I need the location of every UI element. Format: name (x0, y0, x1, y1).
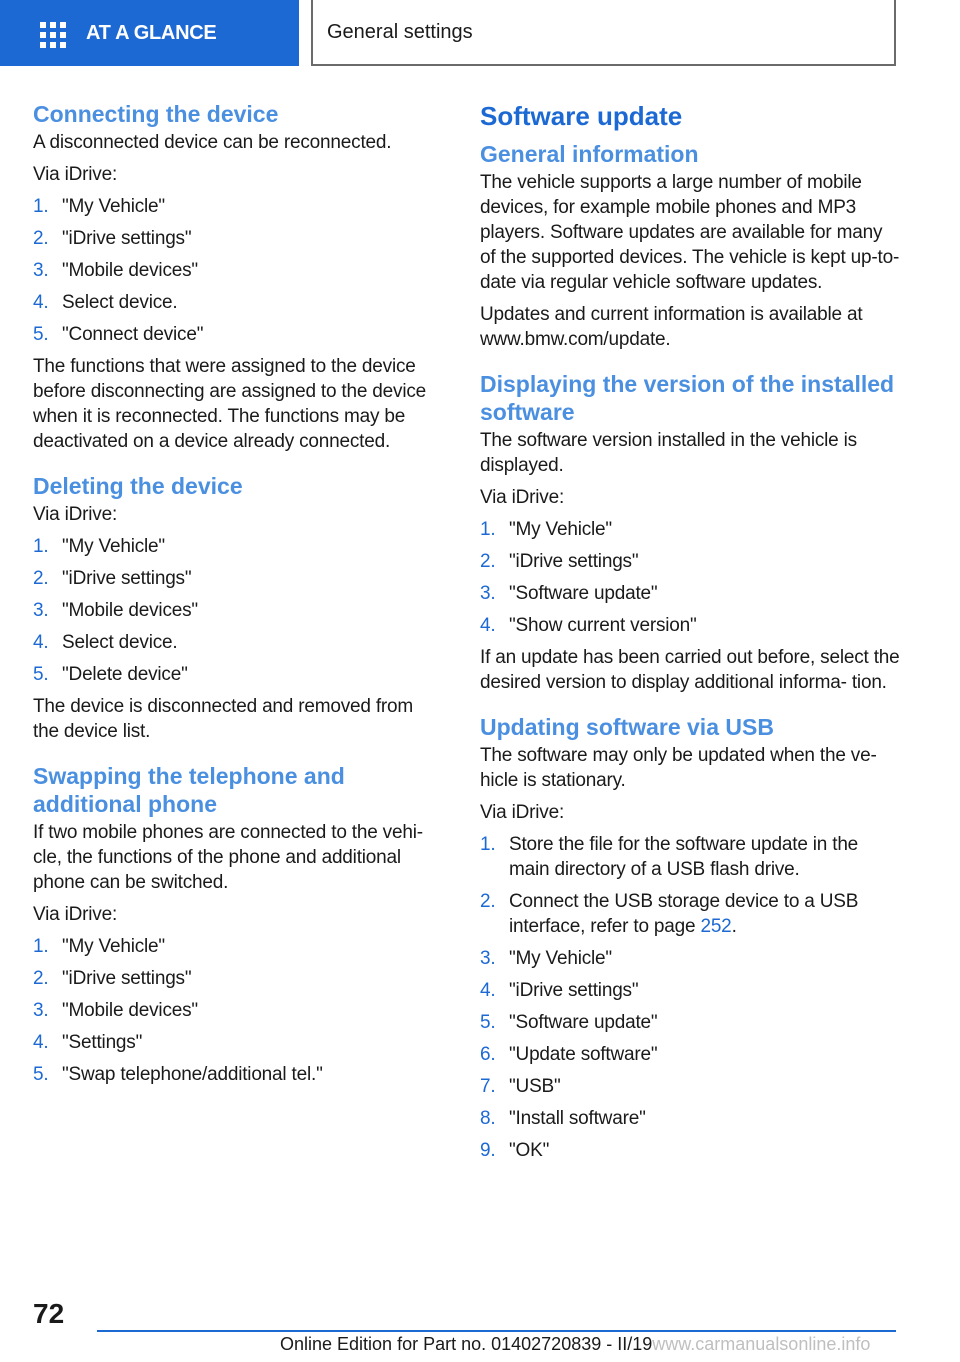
list-item (33, 998, 443, 1023)
list-item (33, 194, 443, 219)
list-item (33, 598, 443, 623)
step-number: 5. (480, 1012, 496, 1033)
paragraph: The software may only be updated when the ve‐ hicle is stationary. (480, 745, 877, 791)
step-text: "Connect device" (62, 324, 204, 345)
steps-list (480, 517, 900, 638)
step-text: "Software update" (509, 1012, 658, 1033)
step-text: "My Vehicle" (62, 196, 165, 217)
list-item (480, 832, 900, 882)
list-item (33, 1062, 443, 1087)
page-number: 72 (33, 1298, 65, 1329)
section-label: General settings (327, 20, 473, 43)
step-number: 4. (480, 980, 496, 1001)
via-idrive-label: Via iDrive: (480, 802, 565, 823)
list-item (33, 226, 443, 251)
paragraph: The functions that were assigned to the device before disconnecting are assigned to the device when it is reconnected. The functions may be deactivated on a device already connected. (33, 356, 427, 452)
step-text: "Mobile devices" (62, 600, 198, 621)
section-displaying-version (480, 370, 900, 695)
list-item (480, 946, 900, 971)
heading-software-update: Software update (480, 101, 683, 131)
section-updating-via-usb (480, 713, 900, 1163)
list-item (33, 934, 443, 959)
list-item (480, 1010, 900, 1035)
list-item (33, 258, 443, 283)
step-text: "iDrive settings" (509, 551, 639, 572)
paragraph: If two mobile phones are connected to the vehi‐ cle, the functions of the phone and additional phone can be switched. (33, 822, 423, 893)
list-item (33, 322, 443, 347)
paragraph: A disconnected device can be reconnected. (33, 132, 392, 153)
step-text: "Delete device" (62, 664, 188, 685)
step-text-end: . (731, 916, 737, 937)
list-item (480, 1074, 900, 1099)
list-item (480, 1042, 900, 1067)
list-item (33, 290, 443, 315)
step-number: 4. (33, 292, 49, 313)
step-number: 9. (480, 1140, 496, 1161)
section-connecting-device (33, 100, 443, 454)
step-number: 3. (33, 600, 49, 621)
heading-general-information: General information (480, 141, 699, 167)
list-item (480, 1106, 900, 1131)
step-number: 7. (480, 1076, 496, 1097)
step-number: 1. (33, 196, 49, 217)
heading-swapping-phone: Swapping the telephone and additional phone (33, 763, 345, 817)
list-item (480, 517, 900, 542)
step-number: 5. (33, 324, 49, 345)
steps-list (480, 946, 900, 1163)
page-reference-link[interactable]: 252 (700, 916, 732, 937)
step-number: 3. (33, 260, 49, 281)
step-text: "Mobile devices" (62, 1000, 198, 1021)
step-text: "USB" (509, 1076, 561, 1097)
at-a-glance-label: AT A GLANCE (86, 21, 217, 44)
step-number: 1. (33, 536, 49, 557)
list-item (33, 534, 443, 559)
section-general-information (480, 140, 900, 352)
step-text: "Swap telephone/additional tel." (62, 1064, 323, 1085)
step-number: 2. (33, 568, 49, 589)
step-number: 3. (480, 583, 496, 604)
section-tab-general-settings[interactable] (311, 0, 896, 66)
step-text: "Install software" (509, 1108, 646, 1129)
steps-list (33, 934, 443, 1087)
right-column (480, 100, 900, 1170)
step-text: "iDrive settings" (509, 980, 639, 1001)
via-idrive-label: Via iDrive: (33, 164, 118, 185)
step-number: 2. (33, 228, 49, 249)
steps-list (33, 194, 443, 347)
footer-edition (280, 1334, 896, 1355)
paragraph: Updates and current information is available at www.bmw.com/update. (480, 304, 863, 350)
steps-list (33, 534, 443, 687)
step-number: 2. (33, 968, 49, 989)
step-number: 2. (480, 551, 496, 572)
edition-text: Online Edition for Part no. 01402720839 - II/19 (280, 1334, 653, 1354)
list-item (33, 630, 443, 655)
left-column (33, 100, 443, 1094)
heading-displaying-version: Displaying the version of the installed software (480, 371, 895, 425)
list-item (33, 566, 443, 591)
watermark-text: www.carmanualsonline.info (652, 1334, 871, 1354)
list-item (33, 1030, 443, 1055)
steps-list (480, 832, 900, 939)
paragraph: The device is disconnected and removed from the device list. (33, 696, 414, 742)
heading-connecting-device: Connecting the device (33, 101, 279, 127)
heading-updating-via-usb: Updating software via USB (480, 714, 774, 740)
via-idrive-label: Via iDrive: (480, 487, 565, 508)
step-text: "iDrive settings" (62, 228, 192, 249)
paragraph: If an update has been carried out before, select the desired version to display additional informa‐ tion. (480, 647, 900, 693)
grid-menu-icon (40, 22, 66, 44)
step-number: 1. (33, 936, 49, 957)
step-number: 1. (480, 519, 496, 540)
list-item (480, 613, 900, 638)
page-header (0, 0, 960, 66)
list-item (33, 966, 443, 991)
step-text: "iDrive settings" (62, 968, 192, 989)
step-number: 4. (33, 632, 49, 653)
list-item (480, 889, 900, 939)
footer-divider (97, 1330, 896, 1332)
step-text: "Show current version" (509, 615, 697, 636)
step-number: 1. (480, 834, 496, 855)
step-text: "My Vehicle" (509, 948, 612, 969)
step-text: "My Vehicle" (509, 519, 612, 540)
list-item (480, 978, 900, 1003)
step-text-part: Connect the USB storage device to a USB interface, refer to page (509, 891, 859, 937)
heading-deleting-device: Deleting the device (33, 473, 243, 499)
step-text (509, 889, 900, 939)
step-number: 6. (480, 1044, 496, 1065)
section-deleting-device (33, 472, 443, 744)
step-text: Select device. (62, 292, 178, 313)
step-number: 4. (33, 1032, 49, 1053)
step-text: Select device. (62, 632, 178, 653)
step-text: "Software update" (509, 583, 658, 604)
via-idrive-label: Via iDrive: (33, 504, 118, 525)
step-text: "iDrive settings" (62, 568, 192, 589)
step-number: 3. (33, 1000, 49, 1021)
step-text: "OK" (509, 1140, 550, 1161)
step-text: "My Vehicle" (62, 536, 165, 557)
step-text: "My Vehicle" (62, 936, 165, 957)
step-number: 5. (33, 664, 49, 685)
paragraph: The vehicle supports a large number of mobile devices, for example mobile phones and MP3 players. Software updates are available for many of the supported devices. The vehicle is kept up-to-date via regular vehicle software updates. (480, 172, 900, 293)
paragraph: The software version installed in the vehicle is displayed. (480, 430, 857, 476)
step-number: 8. (480, 1108, 496, 1129)
at-a-glance-tab[interactable] (0, 0, 299, 66)
step-text: Store the file for the software update in the main directory of a USB flash drive. (509, 834, 859, 880)
list-item (480, 1138, 900, 1163)
section-swapping-phone (33, 762, 443, 1087)
step-text: "Mobile devices" (62, 260, 198, 281)
list-item (480, 549, 900, 574)
list-item (33, 662, 443, 687)
list-item (480, 581, 900, 606)
step-number: 4. (480, 615, 496, 636)
step-number: 5. (33, 1064, 49, 1085)
step-number: 3. (480, 948, 496, 969)
step-text: "Settings" (62, 1032, 143, 1053)
step-text: "Update software" (509, 1044, 658, 1065)
step-number: 2. (480, 891, 496, 912)
via-idrive-label: Via iDrive: (33, 904, 118, 925)
